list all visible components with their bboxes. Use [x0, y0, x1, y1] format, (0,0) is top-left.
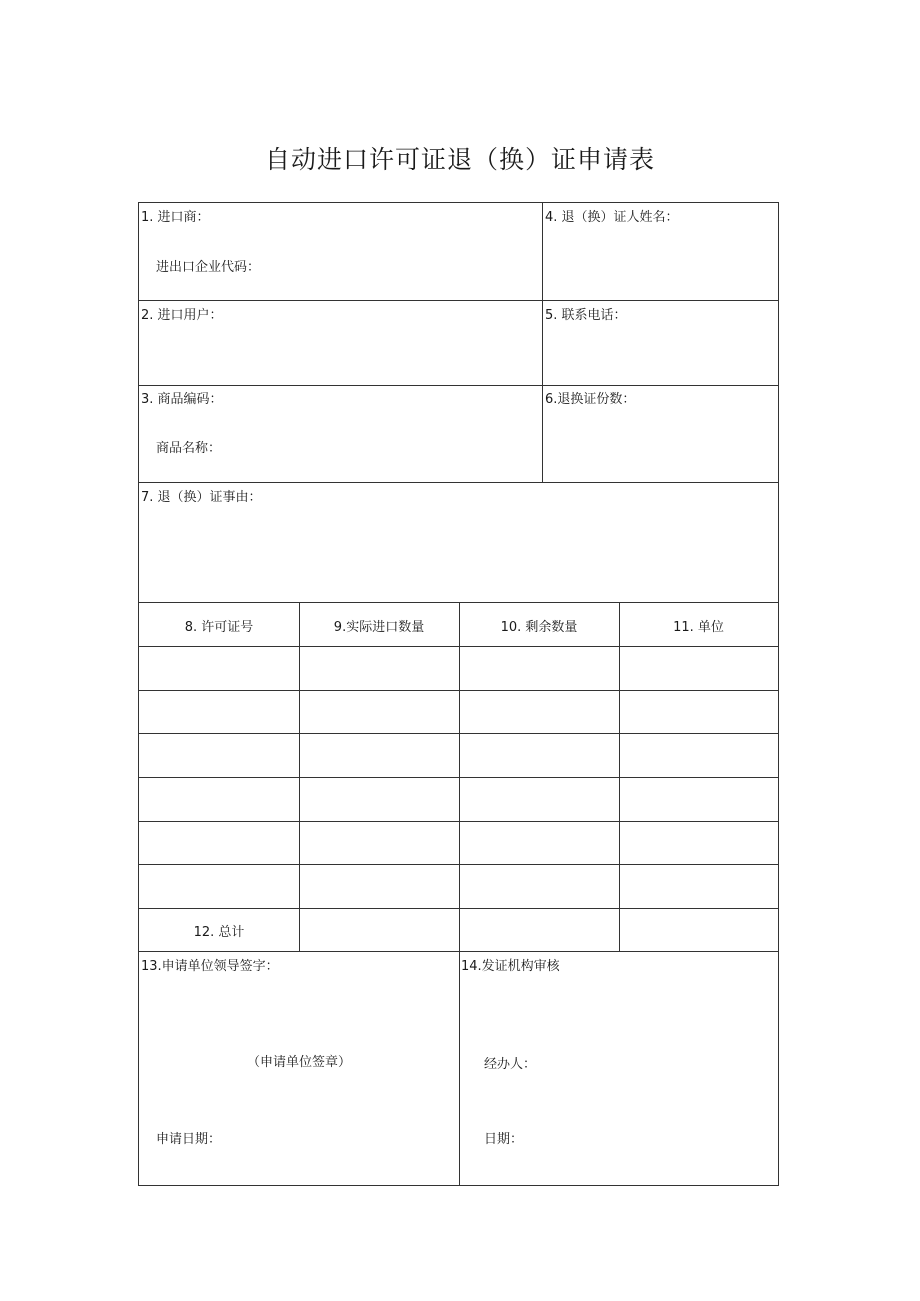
review-label: 14.发证机构审核	[461, 959, 560, 974]
table-cell[interactable]	[460, 865, 619, 907]
goods-name-field[interactable]	[249, 429, 541, 479]
stamp-label: （申请单位签章）	[246, 1055, 351, 1070]
table-cell[interactable]	[140, 691, 299, 733]
total-actual-qty-field[interactable]	[300, 909, 459, 951]
goods-name-label: 商品名称：	[156, 441, 222, 456]
application-form	[138, 202, 779, 1186]
table-cell[interactable]	[620, 647, 778, 689]
review-date-label: 日期：	[484, 1132, 524, 1147]
table-cell[interactable]	[620, 734, 778, 776]
enterprise-code-field[interactable]	[279, 248, 541, 298]
table-cell[interactable]	[140, 865, 299, 907]
table-cell[interactable]	[460, 691, 619, 733]
table-cell[interactable]	[620, 691, 778, 733]
header-unit: 11. 单位	[673, 620, 724, 635]
import-user-label: 2. 进口用户：	[141, 308, 223, 323]
leader-signature-field[interactable]	[141, 978, 457, 1038]
table-cell[interactable]	[300, 734, 459, 776]
table-cell[interactable]	[140, 778, 299, 820]
goods-code-field[interactable]	[239, 386, 541, 426]
applicant-name-field[interactable]	[543, 227, 778, 299]
leader-signature-label: 13.申请单位领导签字：	[141, 959, 279, 974]
row-divider	[139, 482, 778, 483]
importer-label: 1. 进口商：	[141, 210, 210, 225]
table-cell[interactable]	[620, 822, 778, 864]
header-license-no: 8. 许可证号	[184, 620, 254, 635]
review-date-field[interactable]	[534, 1121, 776, 1151]
apply-date-label: 申请日期：	[156, 1132, 222, 1147]
table-cell[interactable]	[460, 822, 619, 864]
table-cell[interactable]	[460, 647, 619, 689]
table-cell[interactable]	[140, 647, 299, 689]
apply-date-field[interactable]	[229, 1121, 457, 1151]
table-cell[interactable]	[300, 691, 459, 733]
table-cell[interactable]	[140, 822, 299, 864]
table-cell[interactable]	[460, 778, 619, 820]
table-cell[interactable]	[300, 778, 459, 820]
reason-field[interactable]	[141, 507, 777, 601]
phone-field[interactable]	[543, 325, 778, 383]
table-cell[interactable]	[620, 865, 778, 907]
total-remaining-qty-field[interactable]	[460, 909, 619, 951]
table-cell[interactable]	[300, 822, 459, 864]
reason-label: 7. 退（换）证事由：	[141, 490, 262, 505]
header-remaining-qty: 10. 剩余数量	[500, 620, 578, 635]
header-actual-qty: 9.实际进口数量	[333, 620, 425, 635]
table-cell[interactable]	[460, 734, 619, 776]
total-label: 12. 总计	[193, 925, 245, 940]
row-divider	[139, 300, 778, 301]
importer-field[interactable]	[249, 203, 541, 243]
total-unit-field[interactable]	[620, 909, 778, 951]
copies-label: 6.退换证份数：	[545, 392, 636, 407]
applicant-name-label: 4. 退（换）证人姓名：	[545, 210, 679, 225]
table-cell[interactable]	[300, 865, 459, 907]
goods-code-label: 3. 商品编码：	[141, 392, 223, 407]
copies-field[interactable]	[543, 409, 778, 481]
import-user-field[interactable]	[141, 325, 541, 383]
enterprise-code-label: 进出口企业代码：	[156, 260, 261, 275]
table-cell[interactable]	[620, 778, 778, 820]
phone-label: 5. 联系电话：	[545, 308, 627, 323]
table-cell[interactable]	[140, 734, 299, 776]
handler-field[interactable]	[544, 1045, 776, 1075]
table-cell[interactable]	[300, 647, 459, 689]
page-title: 自动进口许可证退（换）证申请表	[264, 145, 655, 174]
handler-label: 经办人：	[484, 1057, 537, 1072]
